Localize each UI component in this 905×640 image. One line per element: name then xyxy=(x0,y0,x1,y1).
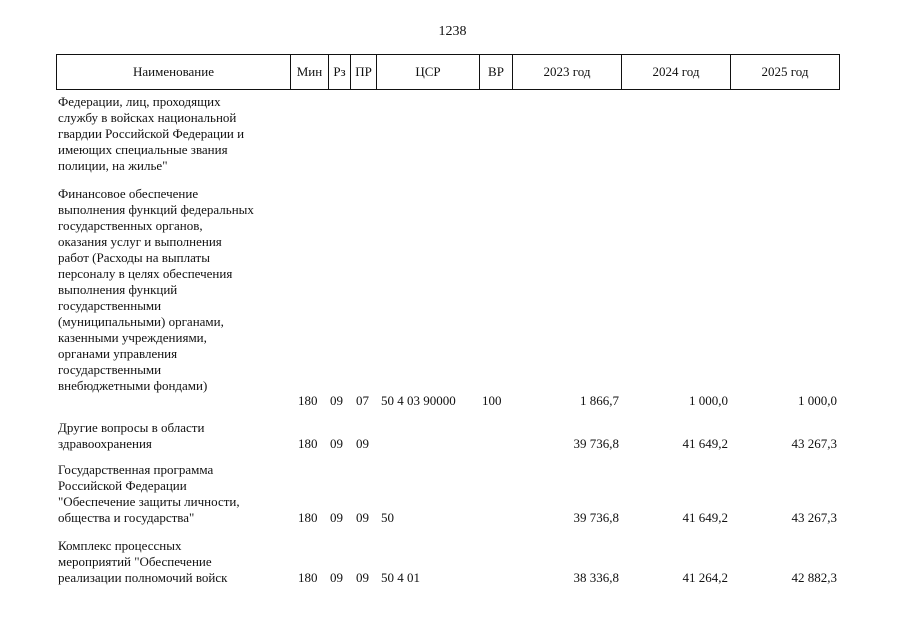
cell-rz: 09 xyxy=(330,510,343,525)
header-name: Наименование xyxy=(56,54,291,90)
header-2025: 2025 год xyxy=(730,54,840,90)
cell-csr: 50 4 03 90000 xyxy=(381,393,456,408)
cell-min: 180 xyxy=(298,510,318,525)
cell-2024: 1 000,0 xyxy=(689,393,728,408)
cell-rz: 09 xyxy=(330,570,343,585)
cell-2024: 41 649,2 xyxy=(682,510,728,525)
cell-pr: 09 xyxy=(356,570,369,585)
row-name: Финансовое обеспечение выполнения функций федеральных государственных органов, оказания услуг и выполнения работ (Расходы на выплаты персоналу в целях обеспечения выполнения функций государственными (муниципальными) органами, казенными учреждениями, органами управления государственными внебюджетными фондами) xyxy=(58,186,254,393)
cell-2024: 41 264,2 xyxy=(682,570,728,585)
table-row xyxy=(56,186,840,408)
cell-2025: 43 267,3 xyxy=(791,436,837,451)
cell-vr: 100 xyxy=(482,393,502,408)
cell-2025: 43 267,3 xyxy=(791,510,837,525)
cell-csr: 50 xyxy=(381,510,394,525)
header-vr: ВР xyxy=(479,54,513,90)
row-name: Государственная программа Российской Федерации "Обеспечение защиты личности, общества и государства" xyxy=(58,462,240,525)
cell-min: 180 xyxy=(298,393,318,408)
cell-csr: 50 4 01 xyxy=(381,570,420,585)
table-row xyxy=(56,420,840,454)
cell-rz: 09 xyxy=(330,436,343,451)
header-pr: ПР xyxy=(350,54,377,90)
cell-2023: 39 736,8 xyxy=(573,436,619,451)
cell-2023: 39 736,8 xyxy=(573,510,619,525)
row-name: Федерации, лиц, проходящих службу в войсках национальной гвардии Российской Федерации и имеющих специальные звания полиции, на жилье" xyxy=(58,94,245,173)
cell-pr: 07 xyxy=(356,393,369,408)
header-min: Мин xyxy=(290,54,329,90)
cell-pr: 09 xyxy=(356,510,369,525)
cell-2025: 42 882,3 xyxy=(791,570,837,585)
header-2023: 2023 год xyxy=(512,54,622,90)
cell-min: 180 xyxy=(298,570,318,585)
cell-2025: 1 000,0 xyxy=(798,393,837,408)
cell-min: 180 xyxy=(298,436,318,451)
cell-2024: 41 649,2 xyxy=(682,436,728,451)
row-name: Комплекс процессных мероприятий "Обеспечение реализации полномочий войск xyxy=(58,538,228,585)
page-number: 1238 xyxy=(438,24,467,39)
header-rz: Рз xyxy=(328,54,351,90)
table-row xyxy=(56,94,840,178)
table-row xyxy=(56,462,840,530)
row-name: Другие вопросы в области здравоохранения xyxy=(58,420,205,451)
header-csr: ЦСР xyxy=(376,54,480,90)
cell-rz: 09 xyxy=(330,393,343,408)
cell-2023: 1 866,7 xyxy=(580,393,619,408)
cell-pr: 09 xyxy=(356,436,369,451)
cell-2023: 38 336,8 xyxy=(573,570,619,585)
table-row xyxy=(56,538,840,590)
header-2024: 2024 год xyxy=(621,54,731,90)
